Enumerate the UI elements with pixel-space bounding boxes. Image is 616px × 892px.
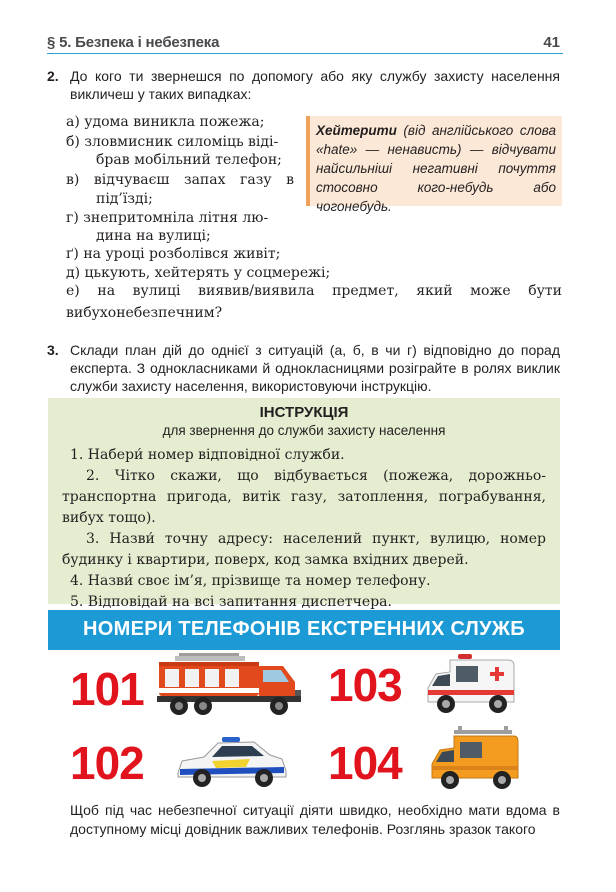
question-2-text: До кого ти звернешся по допомогу або яку службу захисту населення викличеш у таких випадках: [70,68,560,102]
bottom-paragraph: Щоб під час небезпечної ситуації діяти швидко, необхідно мати вдома в доступному місці довідник важливих телефонів. Розглянь зразок такого [70,802,560,837]
emergency-number-104: 104 [328,737,402,789]
ambulance-icon [420,652,520,718]
instruction-step-4: 4. Назви́ своє ім’я, прізвище та номер телефону. [70,573,431,589]
option-v-line2: під’їзді; [96,191,153,207]
option-a: а) удома виникла пожежа; [66,114,265,130]
question-3-number: 3. [47,342,59,358]
option-b-line1: б) зловмисник силоміць віді- [66,134,279,150]
instruction-step-5: 5. Відповідай на всі запитання диспетчера. [70,594,392,610]
instruction-subtitle: для звернення до служби захисту населення [162,423,446,438]
option-e-line2: вибухонебезпечним? [66,305,223,321]
page-number: 41 [543,34,560,51]
emergency-number-101: 101 [70,663,144,715]
term-word: Хейтерити [316,123,397,138]
option-h-line1: г) знепритомніла літня лю- [66,210,269,226]
option-v-line1: в) відчуваєш запах газу в [66,172,294,188]
emergency-title: НОМЕРИ ТЕЛЕФОНІВ ЕКСТРЕННИХ СЛУЖБ [83,618,525,640]
option-b-line2: брав мобільний телефон; [96,152,282,168]
question-3-text: Склади план дій до однієї з ситуацій (а, б, в чи г) відповідно до порад експерта. З однокласниками й однокласницями розіграйте в ролях виклик служби захисту населення, використовуючи інструкцію. [70,342,560,394]
header-rule [47,53,563,54]
instruction-step-1: 1. Набери́ номер відповідної служби. [70,447,345,463]
question-2-number: 2. [47,68,59,84]
option-e-line1: е) на вулиці виявив/виявила предмет, який може бути [66,283,562,299]
gas-service-van-icon [424,726,524,792]
emergency-number-102: 102 [70,737,144,789]
instruction-step-3: 3. Назви́ точну адресу: населений пункт, вулицю, номер будинку і квартири, поверх, код замка вхідних дверей. [62,531,546,568]
option-d: д) цькують, хейтерять у соцмережі; [66,265,331,281]
option-g: ґ) на уроці розболівся живіт; [66,246,281,262]
instruction-title: ІНСТРУКЦІЯ [259,404,349,421]
term-definition: (від англійського слова «hate» — ненависть) — відчувати найсильніші негативні почуття стосовно кого-небудь або чогонебудь. [316,123,556,214]
term-note [316,121,556,216]
instruction-step-2: 2. Чітко скажи, що відбувається (пожежа, дорожньо-транспортна пригода, витік газу, затоплення, пограбування, вибух тощо). [62,468,546,526]
fire-truck-icon [155,652,305,718]
option-h-line2: дина на вулиці; [96,228,211,244]
running-header-title: § 5. Безпека і небезпека [47,34,220,51]
police-car-icon [172,733,290,789]
emergency-number-103: 103 [328,659,402,711]
